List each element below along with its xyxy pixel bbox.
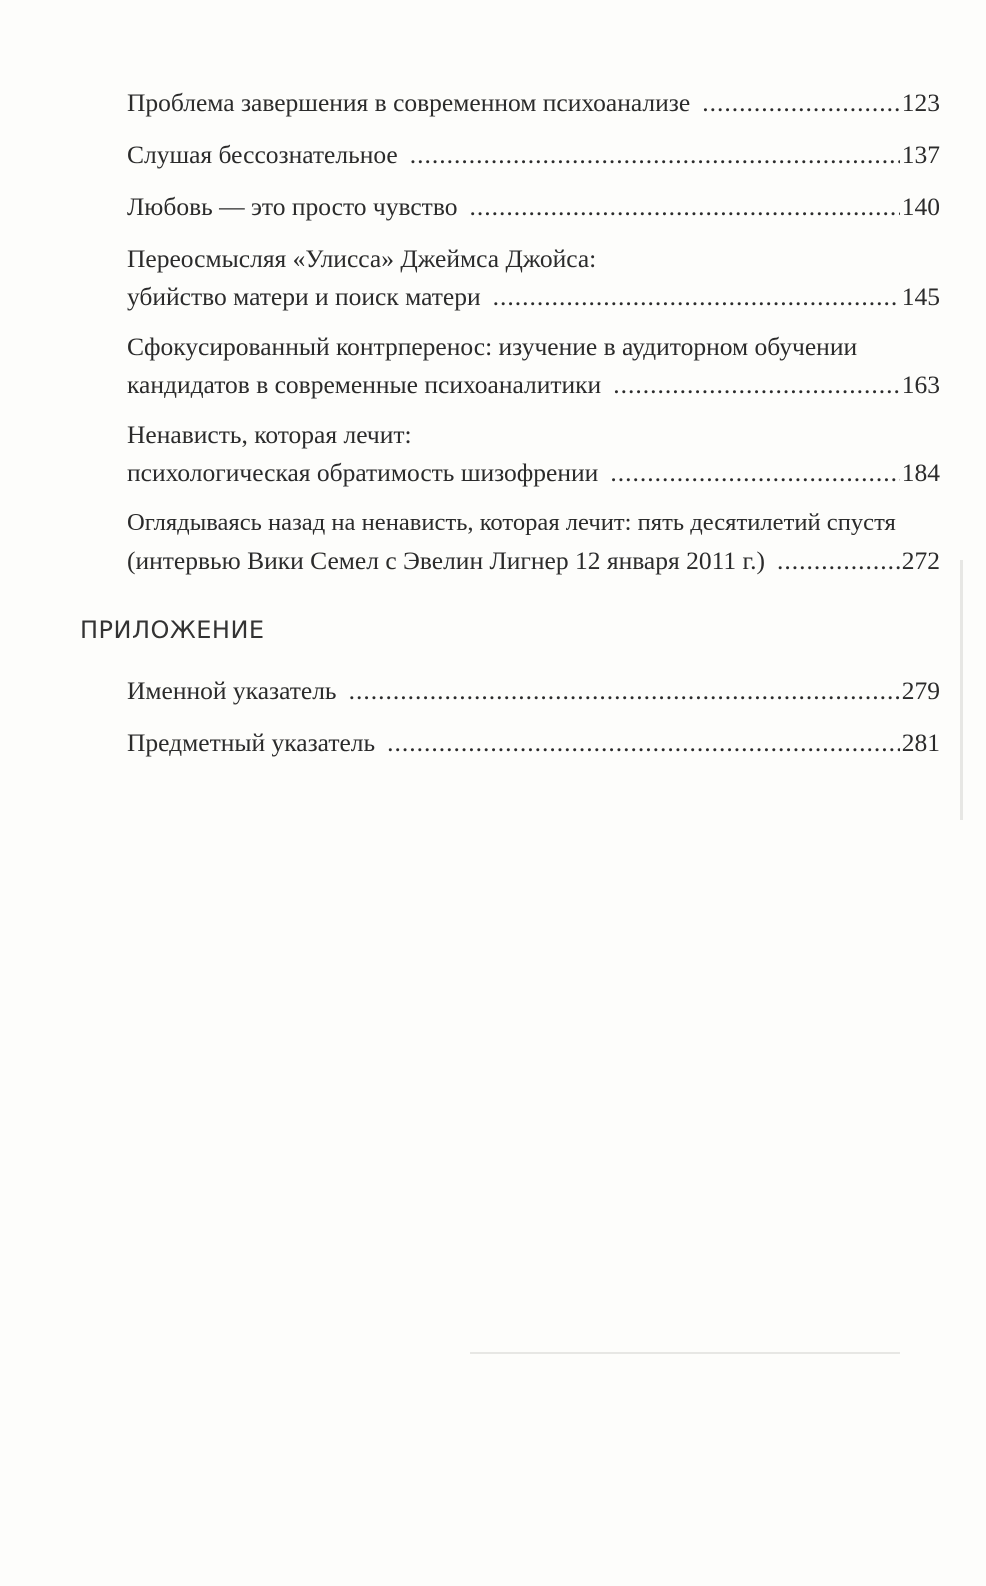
leader-dots	[469, 188, 899, 226]
paper-smudge	[470, 1352, 900, 1354]
toc-entry-page-number: 272	[901, 546, 940, 575]
toc-entry-5	[127, 328, 940, 404]
toc-entry-page-number: 163	[901, 370, 940, 399]
leader-dots	[613, 366, 900, 404]
toc-entry-6	[127, 416, 940, 492]
appendix-entry-title: Именной указатель	[127, 676, 337, 705]
appendix-entry-1	[127, 672, 940, 710]
toc-entry-1	[127, 84, 940, 122]
appendix-entry-page-number: 279	[901, 676, 940, 705]
toc-entry-7	[127, 504, 940, 580]
leader-dots	[387, 724, 900, 762]
toc-entry-title-line-1: Сфокусированный контрперенос: изучение в аудиторном обучении	[127, 332, 858, 361]
paper-edge-shadow	[960, 560, 963, 820]
toc-entry-title-line-1: Переосмысляя «Улисса» Джеймса Джойса:	[127, 244, 597, 273]
toc-entry-title-line-2: кандидатов в современные психоаналитики	[127, 370, 602, 399]
toc-entry-page-number: 140	[901, 192, 940, 221]
leader-dots	[349, 672, 900, 710]
toc-entry-title-line-2: психологическая обратимость шизофрении	[127, 458, 599, 487]
appendix-entry-title: Предметный указатель	[127, 728, 376, 757]
appendix-entry-2	[127, 724, 940, 762]
toc-entry-title-line-2: убийство матери и поиск матери	[127, 282, 481, 311]
leader-dots	[777, 542, 900, 580]
toc-entry-title: Любовь — это просто чувство	[127, 192, 458, 221]
toc-entry-title-line-2: (интервью Вики Семел с Эвелин Лигнер 12 января 2011 г.)	[127, 546, 765, 575]
leader-dots	[702, 84, 900, 122]
toc-entry-2	[127, 136, 940, 174]
leader-dots	[410, 136, 900, 174]
toc-entry-page-number: 184	[901, 458, 940, 487]
leader-dots	[610, 454, 899, 492]
appendix-entry-page-number: 281	[901, 728, 940, 757]
leader-dots	[493, 278, 900, 316]
toc-entry-title: Слушая бессознательное	[127, 140, 398, 169]
toc-entry-3	[127, 188, 940, 226]
toc-entry-page-number: 123	[901, 88, 940, 117]
toc-entry-page-number: 145	[901, 282, 940, 311]
toc-entry-title: Проблема завершения в современном психоанализе	[127, 88, 691, 117]
appendix-heading: ПРИЛОЖЕНИЕ	[80, 616, 265, 644]
toc-entry-title-line-1: Ненависть, которая лечит:	[127, 420, 412, 449]
toc-entry-4	[127, 240, 940, 316]
toc-entry-page-number: 137	[901, 140, 940, 169]
toc-entry-title-line-1: Оглядываясь назад на ненависть, которая лечит: пять десятилетий спустя	[127, 509, 896, 536]
